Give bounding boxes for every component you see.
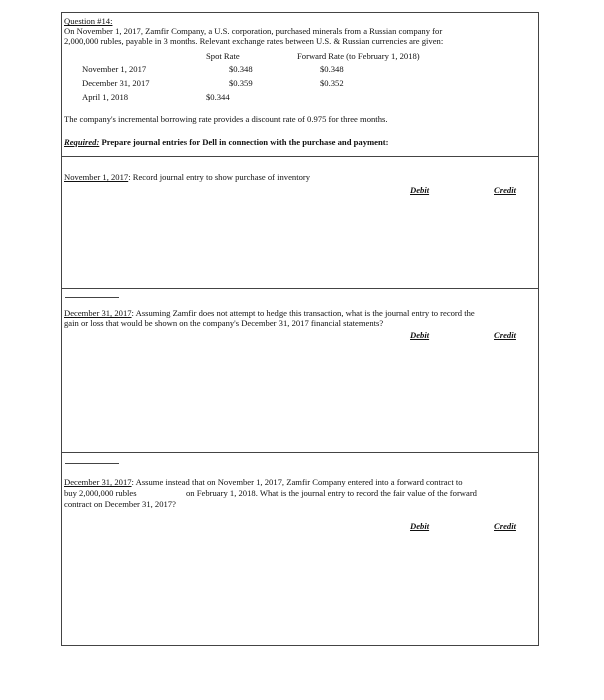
entry-underline (65, 463, 119, 464)
rate-row-spot: $0.344 (206, 92, 230, 102)
debit-column-header: Debit (410, 185, 430, 195)
section-text: : Assuming Zamfir does not attempt to hedge this transaction, what is the journal entry to record the (131, 308, 475, 318)
rate-row-forward: $0.348 (320, 64, 344, 74)
question-frame (61, 12, 539, 646)
credit-column-header: Credit (494, 521, 516, 531)
section-dec-31-unhedged-prompt-line-1 (64, 308, 475, 318)
rate-row-date: November 1, 2017 (82, 64, 147, 74)
divider (61, 156, 539, 157)
forward-rate-header: Forward Rate (to February 1, 2018) (297, 51, 420, 61)
rate-row-forward: $0.352 (320, 78, 344, 88)
section-text: : Assume instead that on November 1, 2017, Zamfir Company entered into a forward contract to (131, 477, 463, 487)
credit-column-header: Credit (494, 185, 516, 195)
required-text: Prepare journal entries for Dell in connection with the purchase and payment: (101, 137, 389, 147)
section-date: December 31, 2017 (64, 477, 132, 487)
section-dec-31-unhedged-prompt-line-2: gain or loss that would be shown on the company's December 31, 2017 financial statements? (64, 318, 384, 328)
required-line (64, 137, 389, 147)
section-date: November 1, 2017 (64, 172, 129, 182)
rate-row-date: December 31, 2017 (82, 78, 150, 88)
required-label: Required: (64, 137, 100, 147)
section-date: December 31, 2017 (64, 308, 132, 318)
section-dec-31-forward-prompt-line-2b: on February 1, 2018. What is the journal entry to record the fair value of the forward (186, 488, 477, 498)
divider (61, 452, 539, 453)
debit-column-header: Debit (410, 330, 430, 340)
question-title: Question #14: (64, 16, 113, 26)
divider (61, 288, 539, 289)
rate-row-spot: $0.359 (229, 78, 253, 88)
section-dec-31-forward-prompt-line-3: contract on December 31, 2017? (64, 499, 176, 509)
section-dec-31-forward-prompt-line-1 (64, 477, 463, 487)
section-text: : Record journal entry to show purchase of inventory (128, 172, 311, 182)
section-dec-31-forward-prompt-line-2a: buy 2,000,000 rubles (64, 488, 137, 498)
question-text-line-1: On November 1, 2017, Zamfir Company, a U.S. corporation, purchased minerals from a Russian company for (64, 26, 443, 36)
section-nov-1-prompt (64, 172, 310, 182)
question-text-line-2: 2,000,000 rubles, payable in 3 months. Relevant exchange rates between U.S. & Russian currencies are given: (64, 36, 444, 46)
debit-column-header: Debit (410, 521, 430, 531)
rate-row-date: April 1, 2018 (82, 92, 129, 102)
credit-column-header: Credit (494, 330, 516, 340)
spot-rate-header: Spot Rate (206, 51, 240, 61)
entry-underline (65, 297, 119, 298)
discount-note: The company's incremental borrowing rate provides a discount rate of 0.975 for three months. (64, 114, 388, 124)
rate-row-spot: $0.348 (229, 64, 253, 74)
